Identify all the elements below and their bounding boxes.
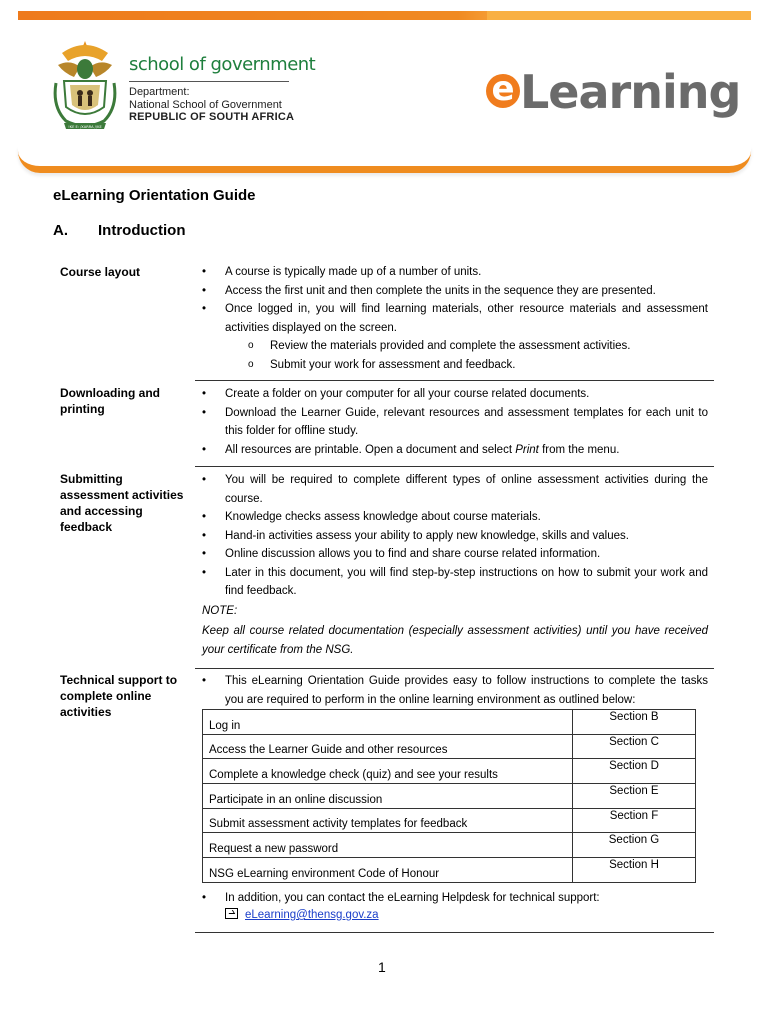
section-letter: A. (53, 222, 68, 239)
elearning-logo (486, 66, 740, 126)
header-bottom-curve (18, 146, 751, 173)
org-divider (129, 81, 289, 82)
table-cell-task: NSG eLearning environment Code of Honour (203, 858, 573, 883)
helpdesk-email-link[interactable]: eLearning@thensg.gov.za (245, 909, 379, 921)
table-cell-section: Section G (573, 833, 696, 858)
row-divider (195, 932, 714, 933)
downloading-list (202, 385, 708, 459)
email-icon (225, 908, 238, 919)
sub-list-item: o Review the materials provided and complete the assessment activities. (202, 337, 708, 356)
helpdesk-text: • In addition, you can contact the eLearning Helpdesk for technical support: (202, 890, 708, 907)
list-item: • All resources are printable. Open a document and select Print from the menu. (202, 441, 708, 460)
dept-line-2: National School of Government (129, 98, 282, 111)
list-item: • Once logged in, you will find learning materials, other resource materials and assessment activities displayed on the screen. (202, 300, 708, 337)
list-item: • Online discussion allows you to find and share course related information. (202, 545, 708, 564)
technical-list (202, 672, 708, 709)
table-row (203, 734, 696, 759)
coat-of-arms-logo (50, 37, 120, 133)
list-item: • You will be required to complete different types of online assessment activities during the course. (202, 471, 708, 508)
table-cell-section: Section H (573, 858, 696, 883)
table-cell-section: Section F (573, 808, 696, 833)
table-row (203, 858, 696, 883)
note-text: Keep all course related documentation (especially assessment activities) until you have received your certificate from the NSG. (202, 625, 708, 656)
table-cell-task: Access the Learner Guide and other resources (203, 734, 573, 759)
list-item: • Knowledge checks assess knowledge about course materials. (202, 508, 708, 527)
section-title: Introduction (98, 222, 186, 239)
row-label-downloading: Downloading and printing (60, 386, 160, 416)
crest-motto: !KE E: /XARRA //KE (68, 125, 102, 129)
table-row (203, 784, 696, 809)
department-block (129, 86, 294, 124)
table-cell-task: Log in (203, 710, 573, 735)
list-item: • Create a folder on your computer for all your course related documents. (202, 385, 708, 404)
table-row (203, 759, 696, 784)
page-number: 1 (378, 959, 386, 975)
table-cell-task: Request a new password (203, 833, 573, 858)
table-row (203, 833, 696, 858)
elearning-logo-e: e (486, 74, 520, 108)
table-cell-task: Submit assessment activity templates for feedback (203, 808, 573, 833)
course-layout-list (202, 263, 708, 374)
header-top-bar (18, 11, 751, 20)
row-label-course-layout: Course layout (60, 265, 141, 279)
row-divider (195, 668, 714, 669)
row-divider (195, 380, 714, 381)
list-item: • Hand-in activities assess your ability to apply new knowledge, skills and values. (202, 527, 708, 546)
sub-list-item: o Submit your work for assessment and feedback. (202, 356, 708, 375)
submitting-list (202, 471, 708, 659)
table-cell-section: Section D (573, 759, 696, 784)
table-cell-section: Section B (573, 710, 696, 735)
helpdesk-block (202, 890, 708, 924)
row-label-technical: Technical support to complete online activities (60, 673, 178, 719)
table-cell-task: Participate in an online discussion (203, 784, 573, 809)
dept-line-3: REPUBLIC OF SOUTH AFRICA (129, 111, 295, 123)
table-cell-section: Section E (573, 784, 696, 809)
sections-table (202, 709, 696, 883)
org-name: school of government (129, 54, 316, 75)
table-row (203, 710, 696, 735)
row-divider (195, 466, 714, 467)
elearning-logo-word: Learning (520, 65, 741, 119)
document-title: eLearning Orientation Guide (53, 187, 256, 204)
list-item: • This eLearning Orientation Guide provides easy to follow instructions to complete the tasks you are required to perform in the online learning environment as outlined below: (202, 672, 708, 709)
list-item: • Later in this document, you will find step-by-step instructions on how to submit your work and find feedback. (202, 564, 708, 601)
list-item: • Access the first unit and then complete the units in the sequence they are presented. (202, 282, 708, 301)
dept-line-1: Department: (129, 86, 190, 98)
table-row (203, 808, 696, 833)
table-cell-section: Section C (573, 734, 696, 759)
table-cell-task: Complete a knowledge check (quiz) and see your results (203, 759, 573, 784)
row-label-submitting: Submitting assessment activities and accessing feedback (60, 472, 184, 534)
list-item: • Download the Learner Guide, relevant resources and assessment templates for each unit to this folder for offline study. (202, 404, 708, 441)
note-label: NOTE: (202, 604, 238, 617)
list-item: • A course is typically made up of a number of units. (202, 263, 708, 282)
